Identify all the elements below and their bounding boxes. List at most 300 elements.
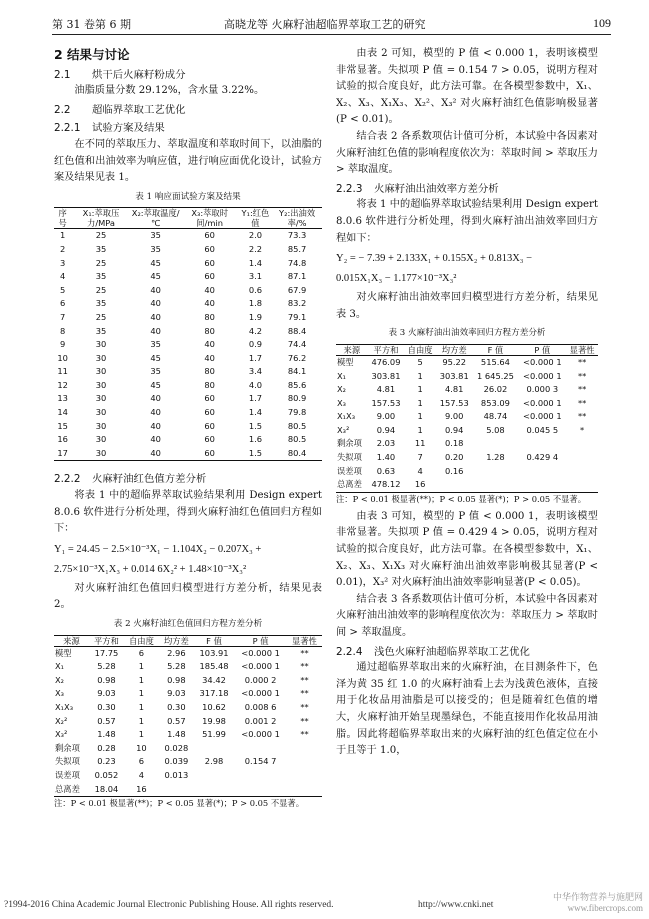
table-cell: 0.63: [376, 465, 396, 476]
table-cell: 9.03: [167, 688, 186, 699]
table-cell: <0.000 1: [523, 356, 562, 367]
table-header-cell: P 值: [234, 635, 287, 646]
table-row: [54, 701, 322, 715]
equation-y1-line2: 2.75×10⁻³X₁X₃ + 0.014 6X₂² + 1.48×10⁻³X₃²: [54, 563, 247, 575]
table-cell: 1.6: [248, 434, 263, 445]
table-cell: [473, 478, 519, 492]
table-row: [336, 478, 598, 492]
table-header-cell: X₃:萃取时间/min: [181, 208, 239, 229]
table-cell: 45: [150, 271, 161, 282]
table-cell: 12: [57, 379, 68, 390]
table-cell: 40: [150, 434, 161, 445]
table-cell: 40: [204, 284, 215, 295]
table-cell: 16: [57, 434, 68, 445]
table-cell: 60: [204, 230, 215, 241]
table-cell: 0.57: [167, 715, 186, 726]
table-cell: 模型: [337, 356, 354, 367]
table-row: [336, 370, 598, 384]
table-cell: 80.4: [287, 447, 307, 458]
table-cell: **: [300, 661, 309, 672]
table-cell: 40: [150, 311, 161, 322]
table-row: [54, 447, 322, 461]
table-cell: [566, 451, 598, 465]
table-cell: 515.64: [480, 356, 510, 367]
table-row: [54, 674, 322, 688]
table-row: [54, 687, 322, 701]
table-cell: X₁: [337, 370, 347, 381]
section-2-2-3-text2: 对火麻籽油出油效率回归模型进行方差分析，结果见表 3。: [336, 292, 598, 320]
section-2-1-text: 油脂质量分数 29.12%，含水量 3.22%。: [74, 85, 265, 97]
table-cell: 3.4: [248, 366, 263, 377]
paragraph-red-influence: 结合表 2 各系数项估计值可分析，本试验中各因素对火麻籽油红色值的影响程度依次为：萃取时间 > 萃取压力 > 萃取温度。: [336, 130, 598, 176]
table-cell: 1: [138, 661, 145, 672]
table-row: [54, 769, 322, 783]
table-cell: 35: [95, 271, 107, 282]
table-cell: 0.000 3: [526, 384, 559, 395]
table-cell: 85.6: [287, 379, 307, 390]
table-cell: [518, 478, 566, 492]
table-cell: 103.91: [199, 647, 229, 658]
table-cell: 0.94: [376, 424, 396, 435]
table-header-cell: Y₁:红色值: [239, 208, 272, 229]
table-cell: <0.000 1: [241, 729, 280, 740]
table-cell: 60: [204, 447, 215, 458]
table-cell: 35: [95, 325, 107, 336]
table-3-note: 注：P < 0.01 极显著(**)；P < 0.05 显著(*)；P > 0.05 不显著。: [336, 493, 587, 504]
table-cell: **: [577, 384, 587, 395]
table-cell: 45: [150, 352, 161, 363]
table-cell: 80.5: [287, 420, 307, 431]
table-cell: X₃: [55, 688, 65, 699]
table-header-cell: F 值: [194, 635, 234, 646]
table-cell: 14: [57, 407, 68, 418]
right-column: [336, 46, 598, 760]
table-cell: 16: [414, 479, 426, 490]
table-cell: 4.81: [444, 384, 464, 395]
table-cell: 总离差: [337, 479, 362, 490]
section-2-2-3-text: 将表 1 中的超临界萃取试验结果利用 Design expert 8.0.6 软件进行分析处理，得到火麻籽油出油效率回归方程如下：: [336, 199, 598, 244]
table-cell: 60: [204, 243, 215, 254]
table-cell: 34.42: [202, 674, 226, 685]
table-cell: 1: [417, 397, 423, 408]
table-cell: 0.28: [97, 742, 116, 753]
table-cell: 5: [417, 356, 423, 367]
table-cell: 853.09: [480, 397, 510, 408]
table-row: [54, 660, 322, 674]
table-cell: 0.013: [164, 769, 189, 780]
table-cell: 2.96: [167, 647, 186, 658]
table-cell: 0.16: [444, 465, 464, 476]
table-cell: <0.000 1: [241, 688, 280, 699]
table-cell: 25: [95, 230, 107, 241]
table-cell: 73.3: [287, 230, 307, 241]
table-row: [54, 365, 322, 379]
table-header-cell: 平方和: [89, 635, 124, 646]
copyright-text: ?1994-2016 China Academic Journal Electronic Publishing House. All rights reserved.: [4, 900, 334, 910]
table-cell: **: [300, 674, 309, 685]
section-2-2-heading: 2.2 超临界萃取工艺优化: [54, 103, 186, 116]
table-cell: 80.9: [287, 393, 307, 404]
table-cell: 35: [95, 243, 107, 254]
table-cell: [518, 465, 566, 479]
table-cell: [473, 465, 519, 479]
table-header-cell: 平方和: [368, 344, 405, 355]
table-cell: 476.09: [371, 356, 401, 367]
table-row: [54, 311, 322, 325]
table-cell: [436, 478, 473, 492]
table-row: [54, 728, 322, 742]
paragraph-yield-influence: 结合表 3 各系数项估计值可分析，本试验中各因素对火麻籽油出油效率的影响程度依次为：萃取压力 > 萃取时间 > 萃取温度。: [336, 593, 598, 638]
table-header-cell: X₁:萃取压力/MPa: [71, 208, 130, 229]
section-2-2-4-heading: 2.2.4 浅色火麻籽油超临界萃取工艺优化: [336, 645, 530, 658]
table-row: [54, 406, 322, 420]
table-cell: 17: [57, 447, 68, 458]
section-2-1-heading: 2.1 烘干后火麻籽粉成分: [54, 68, 186, 81]
table-cell: 35: [150, 339, 161, 350]
table-cell: [566, 465, 598, 479]
table-cell: 9.03: [97, 688, 116, 699]
table-cell: 15: [57, 420, 68, 431]
section-2-2-2-text2: 对火麻籽油红色值回归模型进行方差分析，结果见表 2。: [54, 582, 322, 611]
table-cell: 0.23: [97, 756, 116, 767]
table-cell: 40: [150, 284, 161, 295]
table-cell: 60: [204, 393, 215, 404]
table-row: [54, 243, 322, 257]
issue-label: 第 31 卷第 6 期: [52, 18, 131, 31]
table-cell: 0.429 4: [526, 452, 559, 463]
table-cell: 6: [60, 298, 66, 309]
table-cell: 157.53: [439, 397, 469, 408]
table-cell: 0.028: [164, 742, 189, 753]
table-cell: 1: [417, 411, 423, 422]
table-cell: 1: [138, 729, 145, 740]
table-row: [336, 383, 598, 397]
table-header-cell: 自由度: [404, 344, 436, 355]
table-3-caption: 表 3 火麻籽油出油效率回归方程方差分析: [388, 328, 546, 339]
table-cell: 1.48: [97, 729, 116, 740]
table-cell: 7: [417, 452, 423, 463]
table-cell: 0.008 6: [244, 701, 277, 712]
table-cell: X₁X₃: [337, 411, 356, 422]
paragraph-table2-discussion: 由表 2 可知，模型的 P 值 < 0.000 1，表明该模型非常显著。失拟项 P 值 = 0.154 7 > 0.05，说明方程对试验的拟合度良好，此方法可靠。在各模型参数中，X₁、X₂、X₃、X₁X₃、X₂²、X₃² 对火麻籽油红色值影响极显著(P < 0.01)。: [336, 48, 598, 126]
table-cell: 4.2: [248, 325, 263, 336]
table-cell: 0.039: [164, 756, 189, 767]
table-cell: [287, 742, 322, 756]
table-cell: 失拟项: [337, 452, 362, 463]
table-cell: 0.045 5: [526, 424, 559, 435]
table-cell: 1.9: [248, 311, 263, 322]
table-cell: 13: [57, 393, 68, 404]
table-cell: 40: [150, 298, 161, 309]
table-cell: 0.000 2: [244, 674, 277, 685]
table-cell: 185.48: [199, 661, 229, 672]
table-cell: 8: [60, 325, 66, 336]
table-cell: **: [300, 715, 309, 726]
paragraph-table3-discussion: 由表 3 可知，模型的 P 值 < 0.000 1，表明该模型非常显著。失拟项 P 值 = 0.429 4 > 0.05，说明方程对试验的拟合度良好，此方法可靠。在各模型参数中，X₁、X₂、X₃、X₁X₃ 对火麻籽油出油效率影响极其显著(P < 0.01)，X₃² 对火麻籽油出油效率影响显著(P < 0.05)。: [336, 510, 598, 589]
table-cell: 2.98: [204, 756, 224, 767]
table-cell: 1: [417, 384, 423, 395]
table-header-cell: 均方差: [159, 635, 194, 646]
table-row: [336, 355, 598, 369]
table-cell: 84.1: [287, 366, 307, 377]
table-2: [54, 635, 322, 798]
table-header-cell: 序号: [54, 208, 71, 229]
table-cell: [566, 478, 598, 492]
table-cell: 5.08: [486, 424, 505, 435]
table-cell: 40: [150, 407, 161, 418]
table-cell: 60: [204, 420, 215, 431]
table-cell: [566, 437, 598, 451]
table-cell: 0.57: [97, 715, 116, 726]
table-row: [54, 325, 322, 339]
table-cell: 67.9: [287, 284, 307, 295]
running-header: [52, 8, 611, 35]
table-cell: 40: [204, 352, 215, 363]
table-cell: 157.53: [371, 397, 401, 408]
table-cell: 303.81: [371, 370, 401, 381]
table-cell: 60: [204, 271, 215, 282]
table-cell: [234, 769, 287, 783]
section-2-heading: 2 结果与讨论: [54, 47, 130, 62]
table-cell: 30: [95, 352, 107, 363]
table-row: [54, 338, 322, 352]
table-cell: 0.6: [248, 284, 263, 295]
table-cell: 总离差: [55, 783, 80, 794]
table-cell: 1: [138, 701, 145, 712]
table-cell: [473, 437, 519, 451]
cnki-link[interactable]: http://www.cnki.net: [418, 900, 494, 910]
table-cell: 30: [95, 339, 107, 350]
table-cell: 60: [204, 257, 215, 268]
table-cell: X₁: [55, 661, 65, 672]
table-cell: 0.052: [94, 769, 119, 780]
table-cell: 17.75: [94, 647, 119, 658]
table-cell: 88.4: [287, 325, 307, 336]
table-cell: 25: [95, 284, 107, 295]
table-header-cell: F 值: [473, 344, 519, 355]
table-cell: 25: [95, 311, 107, 322]
table-cell: 19.98: [202, 715, 226, 726]
table-row: [54, 646, 322, 660]
table-cell: 模型: [55, 647, 72, 658]
table-cell: 40: [204, 339, 215, 350]
table-cell: 48.74: [483, 411, 508, 422]
table-cell: 误差项: [337, 465, 362, 476]
table-cell: 30: [95, 420, 107, 431]
table-cell: 1.40: [376, 452, 396, 463]
table-cell: 0.98: [97, 674, 116, 685]
table-cell: 1.5: [248, 420, 263, 431]
table-cell: 1: [417, 370, 423, 381]
table-cell: 0.18: [444, 438, 464, 449]
table-cell: 25: [95, 257, 107, 268]
table-cell: 10: [136, 742, 147, 753]
table-cell: 4.81: [376, 384, 396, 395]
table-cell: 80: [204, 311, 215, 322]
section-2-2-2-heading: 2.2.2 火麻籽油红色值方差分析: [54, 473, 207, 486]
equation-y1-line1: Y₁ = 24.45 − 2.5×10⁻³X₁ − 1.104X₂ − 0.207X₃ +: [54, 543, 262, 555]
table-cell: 0.94: [444, 424, 464, 435]
table-cell: 10.62: [202, 701, 226, 712]
table-cell: 40: [150, 420, 161, 431]
running-title: 高晓龙等 火麻籽油超临界萃取工艺的研究: [224, 18, 426, 31]
table-cell: 80: [204, 379, 215, 390]
table-cell: 剩余项: [337, 438, 362, 449]
table-cell: 5.28: [167, 661, 186, 672]
table-cell: X₃: [337, 397, 347, 408]
table-cell: 85.7: [287, 243, 307, 254]
table-header-cell: 来源: [54, 635, 89, 646]
table-row: [336, 465, 598, 479]
table-cell: 30: [95, 434, 107, 445]
table-row: [336, 451, 598, 465]
table-cell: 4: [60, 271, 66, 282]
table-cell: 0.20: [444, 452, 464, 463]
table-row: [54, 742, 322, 756]
table-cell: [287, 755, 322, 769]
table-cell: 30: [95, 366, 107, 377]
table-cell: 35: [95, 298, 107, 309]
table-cell: 1: [417, 424, 423, 435]
table-cell: 1: [138, 688, 145, 699]
table-cell: 80: [204, 325, 215, 336]
table-cell: 60: [204, 407, 215, 418]
table-cell: 51.99: [202, 729, 226, 740]
table-cell: 30: [95, 407, 107, 418]
table-3: [336, 344, 598, 493]
table-cell: 83.2: [287, 298, 307, 309]
table-row: [54, 755, 322, 769]
table-1-caption: 表 1 响应面试验方案及结果: [135, 191, 241, 202]
table-cell: [234, 783, 287, 797]
table-cell: 1: [138, 674, 145, 685]
table-cell: 0.001 2: [244, 715, 277, 726]
table-cell: 7: [60, 311, 66, 322]
table-cell: **: [577, 411, 587, 422]
section-2-2-3-heading: 2.2.3 火麻籽油出油效率方差分析: [336, 182, 499, 195]
table-cell: 60: [204, 434, 215, 445]
table-cell: 1: [138, 715, 145, 726]
table-cell: 10: [57, 352, 68, 363]
table-cell: 3: [60, 257, 66, 268]
table-cell: 误差项: [55, 769, 80, 780]
table-row: [336, 424, 598, 438]
table-cell: 6: [138, 756, 145, 767]
equation-y2-line2: 0.015X₁X₃ − 1.177×10⁻³X₃²: [336, 273, 457, 285]
table-header-cell: 显著性: [566, 344, 598, 355]
table-cell: 9: [60, 339, 66, 350]
table-cell: 0.30: [97, 701, 116, 712]
equation-y2-line1: Y₂ = − 7.39 + 2.133X₁ + 0.155X₂ + 0.813X₃ −: [336, 253, 533, 265]
table-cell: 1.4: [248, 407, 263, 418]
page-number: 109: [593, 16, 611, 30]
table-cell: 9.00: [376, 411, 396, 422]
table-cell: 1.28: [486, 452, 505, 463]
table-cell: <0.000 1: [523, 411, 562, 422]
table-cell: **: [300, 701, 309, 712]
table-cell: 1 645.25: [476, 370, 514, 381]
table-cell: <0.000 1: [241, 647, 280, 658]
table-cell: 4: [417, 465, 423, 476]
left-column: [54, 46, 322, 813]
table-cell: *: [580, 424, 585, 435]
section-2-2-4-text: 通过超临界萃取出来的火麻籽油，在目测条件下，色泽为黄 35 红 1.0 的火麻籽油看上去为浅黄色液体，直接用于化妆品用油脂是可以接受的；但是随着红色值的增大，火麻籽油开始呈现墨绿色，不能直接用作化妆品用油脂。因此将超临界萃取出来的火麻籽油的红色值定位在小于且等于 1.0，: [336, 662, 598, 757]
table-cell: 40: [150, 393, 161, 404]
table-row: [54, 270, 322, 284]
table-cell: 3.1: [248, 271, 263, 282]
section-2-2-1-text: 在不同的萃取压力、萃取温度和萃取时间下，以油脂的红色值和出油效率为响应值，进行响应面优化设计，试验方案及结果见表 1。: [54, 138, 322, 184]
table-cell: 6: [138, 647, 145, 658]
table-cell: 303.81: [439, 370, 469, 381]
table-cell: 0.98: [167, 674, 186, 685]
table-cell: **: [577, 356, 587, 367]
table-cell: 18.04: [94, 783, 119, 794]
table-row: [54, 433, 322, 447]
table-cell: X₁X₃: [55, 701, 74, 712]
table-cell: 0.154 7: [244, 756, 277, 767]
table-cell: 35: [150, 243, 161, 254]
table-cell: [518, 437, 566, 451]
table-row: [54, 715, 322, 729]
table-cell: 74.4: [287, 339, 307, 350]
table-cell: 5: [60, 284, 66, 295]
table-1: [54, 207, 322, 461]
table-row: [54, 352, 322, 366]
table-cell: <0.000 1: [241, 661, 280, 672]
table-cell: 0.30: [167, 701, 186, 712]
section-2-2-1-heading: 2.2.1 试验方案及结果: [54, 122, 165, 135]
table-cell: X₃²: [337, 424, 350, 435]
table-row: [54, 297, 322, 311]
table-row: [54, 379, 322, 393]
table-cell: 11: [57, 366, 68, 377]
table-cell: **: [577, 397, 587, 408]
table-cell: 35: [150, 230, 161, 241]
table-cell: 1.7: [248, 352, 263, 363]
table-cell: 2.03: [376, 438, 396, 449]
table-cell: X₃²: [55, 729, 68, 740]
table-cell: 30: [95, 379, 107, 390]
table-row: [54, 392, 322, 406]
table-cell: 1: [60, 230, 66, 241]
table-cell: 2: [60, 243, 66, 254]
table-cell: **: [300, 729, 309, 740]
table-cell: 1.8: [248, 298, 263, 309]
table-cell: 4: [138, 769, 145, 780]
table-cell: 1.48: [167, 729, 186, 740]
table-cell: **: [300, 647, 309, 658]
table-cell: [194, 742, 234, 756]
table-cell: 76.2: [287, 352, 307, 363]
table-cell: 317.18: [199, 688, 229, 699]
section-2-2-2-text: 将表 1 中的超临界萃取试验结果利用 Design expert 8.0.6 软件进行分析处理，得到火麻籽油红色值回归方程如下：: [54, 490, 322, 535]
table-cell: 40: [150, 447, 161, 458]
table-cell: <0.000 1: [523, 397, 562, 408]
table-cell: [194, 783, 234, 797]
table-cell: 1.7: [248, 393, 263, 404]
table-header-cell: 自由度: [124, 635, 159, 646]
table-cell: 74.8: [287, 257, 307, 268]
table-cell: X₂: [55, 674, 65, 685]
table-2-caption: 表 2 火麻籽油红色值回归方程方差分析: [113, 619, 263, 629]
table-row: [54, 420, 322, 434]
table-cell: 16: [136, 783, 147, 794]
table-row: [336, 437, 598, 451]
table-cell: 79.1: [287, 311, 307, 322]
table-cell: **: [300, 688, 309, 699]
table-cell: 26.02: [483, 384, 508, 395]
table-cell: 9.00: [444, 411, 464, 422]
